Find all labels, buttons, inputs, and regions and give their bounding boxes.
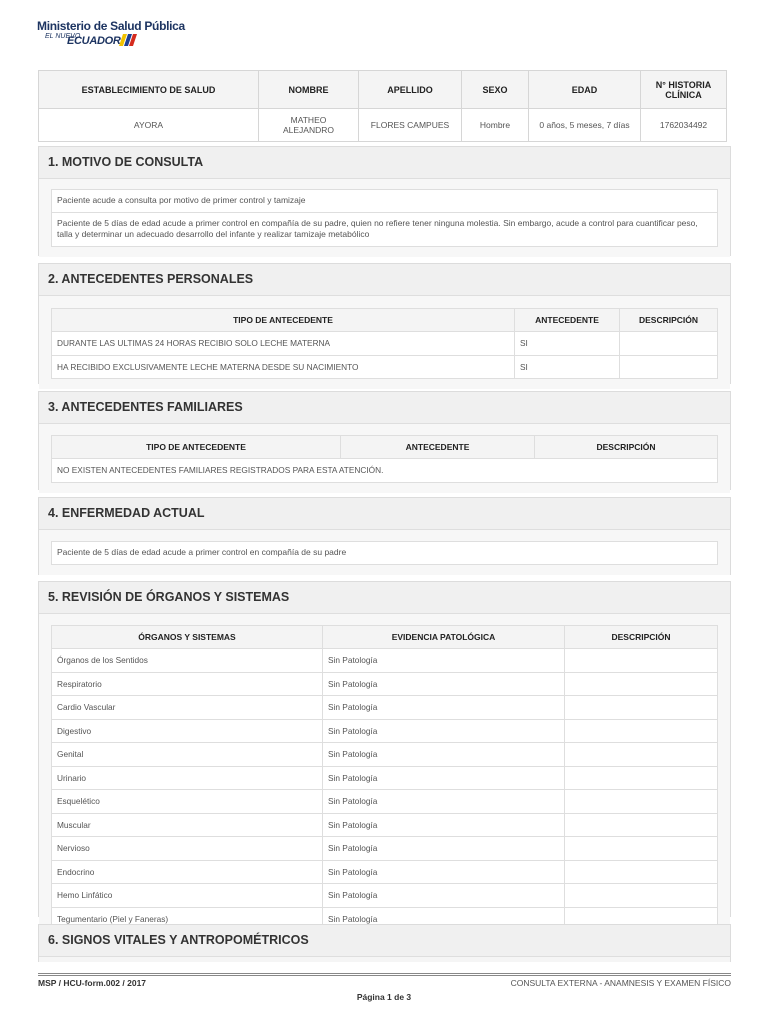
cell-sexo: Hombre xyxy=(462,109,529,142)
cell-evidencia: Sin Patología xyxy=(323,743,565,767)
col-evidencia: EVIDENCIA PATOLÓGICA xyxy=(323,626,565,649)
col-descripcion: DESCRIPCIÓN xyxy=(620,309,718,332)
section-title: 1. MOTIVO DE CONSULTA xyxy=(39,147,730,179)
cell-antecedente: SI xyxy=(515,332,620,356)
cell-evidencia: Sin Patología xyxy=(323,837,565,861)
antecedentes-personales-table xyxy=(51,308,718,379)
section-title: 6. SIGNOS VITALES Y ANTROPOMÉTRICOS xyxy=(39,925,730,957)
ministry-logo xyxy=(37,19,185,53)
header-edad: EDAD xyxy=(529,71,641,109)
cell-evidencia: Sin Patología xyxy=(323,884,565,908)
cell-descripcion xyxy=(565,743,718,767)
section-enfermedad-actual xyxy=(38,497,731,575)
header-sexo: SEXO xyxy=(462,71,529,109)
cell-tipo: DURANTE LAS ULTIMAS 24 HORAS RECIBIO SOLO LECHE MATERNA xyxy=(52,332,515,356)
section-revision-organos xyxy=(38,581,731,924)
col-descripcion: DESCRIPCIÓN xyxy=(535,436,718,459)
col-descripcion: DESCRIPCIÓN xyxy=(565,626,718,649)
section-signos-vitales xyxy=(38,924,731,962)
cell-descripcion xyxy=(565,766,718,790)
cell-organo: Genital xyxy=(52,743,323,767)
cell-evidencia: Sin Patología xyxy=(323,672,565,696)
cell-organo: Endocrino xyxy=(52,860,323,884)
header-establecimiento: ESTABLECIMIENTO DE SALUD xyxy=(39,71,259,109)
cell-descripcion xyxy=(565,813,718,837)
logo-country: ECUADOR xyxy=(67,35,121,47)
ecuador-flag-icon xyxy=(119,34,137,46)
page-number: Página 1 de 3 xyxy=(356,992,412,1002)
section-antecedentes-familiares xyxy=(38,391,731,490)
cell-descripcion xyxy=(565,790,718,814)
header-historia-clinica: N° HISTORIA CLÍNICA xyxy=(641,71,727,109)
cell-descripcion xyxy=(565,672,718,696)
table-row xyxy=(52,860,718,884)
cell-nombre: MATHEO ALEJANDRO xyxy=(259,109,359,142)
organos-sistemas-table xyxy=(51,625,718,931)
table-row xyxy=(52,790,718,814)
cell-organo: Nervioso xyxy=(52,837,323,861)
section-title: 3. ANTECEDENTES FAMILIARES xyxy=(39,392,730,424)
table-row xyxy=(52,355,718,379)
cell-tipo: HA RECIBIDO EXCLUSIVAMENTE LECHE MATERNA DESDE SU NACIMIENTO xyxy=(52,355,515,379)
cell-establecimiento: AYORA xyxy=(39,109,259,142)
cell-organo: Hemo Linfático xyxy=(52,884,323,908)
antecedentes-familiares-table xyxy=(51,435,718,483)
cell-organo: Cardio Vascular xyxy=(52,696,323,720)
enfermedad-text: Paciente de 5 días de edad acude a primer control en compañía de su padre xyxy=(51,541,718,565)
cell-organo: Respiratorio xyxy=(52,672,323,696)
table-row xyxy=(52,884,718,908)
section-antecedentes-personales xyxy=(38,263,731,384)
cell-apellido: FLORES CAMPUES xyxy=(359,109,462,142)
cell-organo: Muscular xyxy=(52,813,323,837)
table-row xyxy=(52,696,718,720)
cell-descripcion xyxy=(620,355,718,379)
section-motivo-consulta xyxy=(38,146,731,256)
cell-descripcion xyxy=(620,332,718,356)
cell-organo: Órganos de los Sentidos xyxy=(52,649,323,673)
section-title: 2. ANTECEDENTES PERSONALES xyxy=(39,264,730,296)
col-antecedente: ANTECEDENTE xyxy=(515,309,620,332)
table-row xyxy=(52,766,718,790)
empty-message: NO EXISTEN ANTECEDENTES FAMILIARES REGISTRADOS PARA ESTA ATENCIÓN. xyxy=(52,459,718,483)
section-title: 4. ENFERMEDAD ACTUAL xyxy=(39,498,730,530)
cell-descripcion xyxy=(565,649,718,673)
col-tipo: TIPO DE ANTECEDENTE xyxy=(52,309,515,332)
table-row xyxy=(52,743,718,767)
table-row xyxy=(52,672,718,696)
logo-tagline: EL NUEVO xyxy=(45,33,81,40)
motivo-line-1: Paciente acude a consulta por motivo de primer control y tamizaje xyxy=(51,189,718,213)
footer-form-name: CONSULTA EXTERNA - ANAMNESIS Y EXAMEN FÍSICO xyxy=(510,978,731,988)
cell-descripcion xyxy=(565,719,718,743)
header-nombre: NOMBRE xyxy=(259,71,359,109)
patient-row xyxy=(39,109,727,142)
col-organos: ÓRGANOS Y SISTEMAS xyxy=(52,626,323,649)
col-antecedente: ANTECEDENTE xyxy=(341,436,535,459)
section-title: 5. REVISIÓN DE ÓRGANOS Y SISTEMAS xyxy=(39,582,730,614)
col-tipo: TIPO DE ANTECEDENTE xyxy=(52,436,341,459)
cell-historia-clinica: 1762034492 xyxy=(641,109,727,142)
cell-evidencia: Sin Patología xyxy=(323,813,565,837)
cell-organo: Digestivo xyxy=(52,719,323,743)
cell-evidencia: Sin Patología xyxy=(323,766,565,790)
patient-info-table xyxy=(38,70,727,142)
cell-organo: Urinario xyxy=(52,766,323,790)
cell-evidencia: Sin Patología xyxy=(323,649,565,673)
table-row xyxy=(52,459,718,483)
cell-descripcion xyxy=(565,884,718,908)
header-apellido: APELLIDO xyxy=(359,71,462,109)
footer-form-code: MSP / HCU-form.002 / 2017 xyxy=(38,978,147,988)
table-row xyxy=(52,649,718,673)
cell-evidencia: Sin Patología xyxy=(323,860,565,884)
cell-antecedente: SI xyxy=(515,355,620,379)
cell-descripcion xyxy=(565,696,718,720)
cell-organo: Tegumentario (Piel y Faneras) xyxy=(52,907,323,931)
cell-organo: Esquelético xyxy=(52,790,323,814)
cell-evidencia: Sin Patología xyxy=(323,790,565,814)
cell-evidencia: Sin Patología xyxy=(323,719,565,743)
footer-divider xyxy=(38,973,731,976)
cell-descripcion xyxy=(565,837,718,861)
table-row xyxy=(52,837,718,861)
table-row xyxy=(52,332,718,356)
motivo-line-2: Paciente de 5 días de edad acude a primer control en compañía de su padre, quien no refiere tener ninguna molestia. Sin embargo, acude a control para cuantificar peso, talla y determinar un adecuado desarrollo del infante y realizar tamizaje metabólico xyxy=(51,213,718,247)
ministry-name: Ministerio de Salud Pública xyxy=(37,19,185,33)
table-row xyxy=(52,813,718,837)
table-row xyxy=(52,719,718,743)
cell-evidencia: Sin Patología xyxy=(323,907,565,931)
cell-edad: 0 años, 5 meses, 7 días xyxy=(529,109,641,142)
cell-descripcion xyxy=(565,860,718,884)
cell-evidencia: Sin Patología xyxy=(323,696,565,720)
